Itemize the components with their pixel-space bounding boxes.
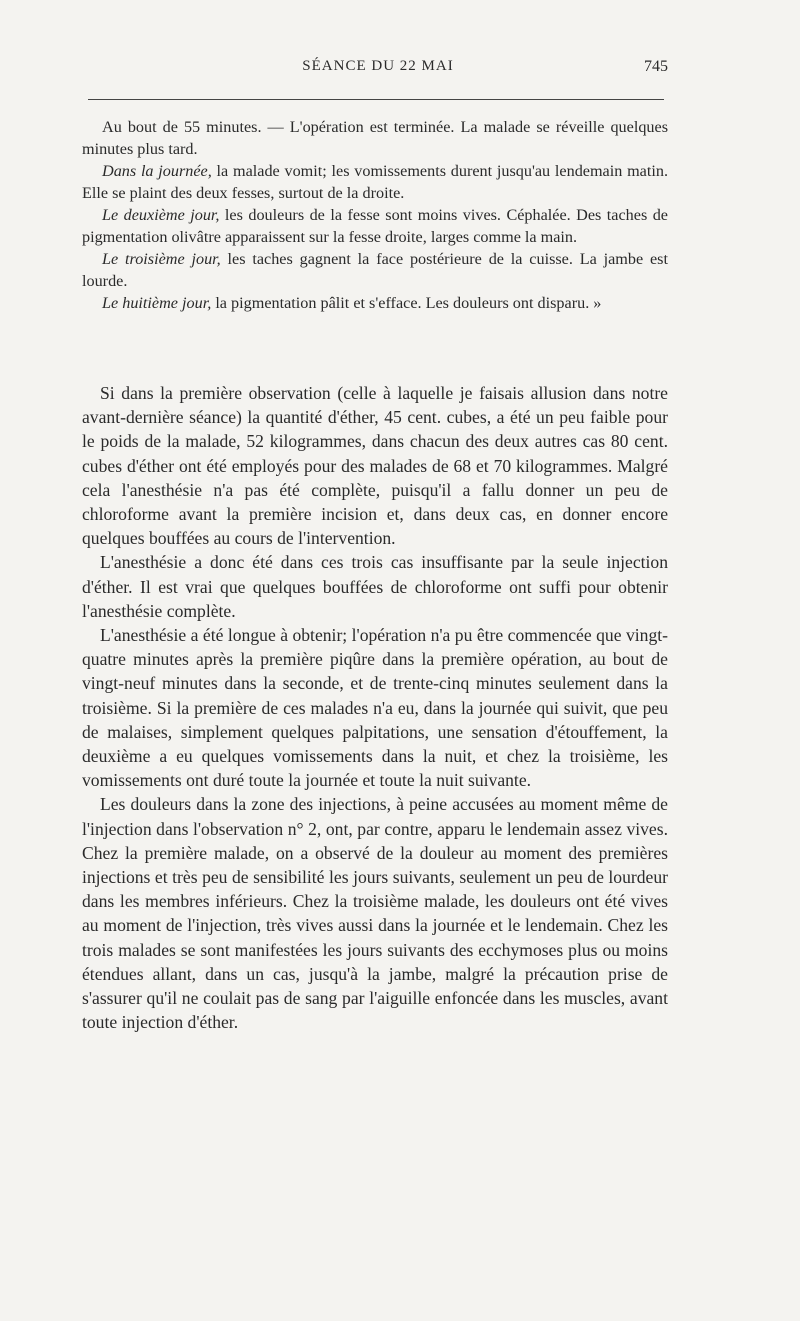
running-title: SÉANCE DU 22 MAI [302,58,454,74]
quote-text: la malade vomit; les vomissements durent jusqu'au lendemain matin. Elle se plaint des deux fesses, surtout de la droite. [82,162,669,202]
quote-paragraph [82,204,668,248]
quote-lead: Le deuxième jour, [102,206,220,224]
quote-lead: Dans la journée, [102,162,212,180]
body-paragraph: Si dans la première observation (celle à laquelle je faisais allusion dans notre avant-dernière séance) la quantité d'éther, 45 cent. cubes, a été un peu faible pour le poids de la malade, 52 kilogrammes, dans chacun des deux autres cas 80 cent. cubes d'éther ont été employés pour des malades de 68 et 70 kilogrammes. Malgré cela l'anesthésie n'a pas été complète, puisqu'il a fallu donner un peu de chloroforme avant la première incision et, dans deux cas, en donner encore quelques bouffées au cours de l'intervention. [82,383,668,549]
quote-paragraph: Au bout de 55 minutes. — L'opération est terminée. La malade se réveille quelques minutes plus tard. [82,118,668,158]
body-paragraph: L'anesthésie a donc été dans ces trois cas insuffisante par la seule injection d'éther. Il est vrai que quelques bouffées de chloroforme ont suffi pour obtenir l'anesthésie complète. [82,552,668,621]
quote-text: la pigmentation pâlit et s'efface. Les douleurs ont disparu. » [211,294,602,312]
quote-text: les taches gagnent la face postérieure de la cuisse. La jambe est lourde. [82,250,668,290]
page-header [88,58,668,88]
quoted-observation [82,116,668,314]
page-number: 745 [644,58,668,75]
quote-text: les douleurs de la fesse sont moins vives. Céphalée. Des taches de pigmentation olivâtre apparaissent sur la fesse droite, larges comme la main. [82,206,668,246]
quote-lead: Le huitième jour, [102,294,212,312]
header-rule [88,99,664,100]
quote-lead: Le troisième jour, [102,250,221,268]
quote-paragraph [82,292,668,314]
body-paragraph: L'anesthésie a été longue à obtenir; l'opération n'a pu être commencée que vingt-quatre minutes après la première piqûre dans la première opération, au bout de vingt-neuf minutes dans la seconde, et de trente-cinq minutes seulement dans la troisième. Si la première de ces malades n'a eu, dans la journée qui suivit, que peu de malaises, simplement quelques palpitations, une sensation d'étouffement, la deuxième a eu quelques vomissements dans la nuit, et chez la troisième, les vomissements ont duré toute la journée et toute la nuit suivante. [82,625,668,791]
body-paragraph: Les douleurs dans la zone des injections, à peine accusées au moment même de l'injection dans l'observation n° 2, ont, par contre, apparu le lendemain assez vives. Chez la première malade, on a observé de la douleur au moment des premières injections et très peu de sensibilité les jours suivants, seulement un peu de lourdeur dans les membres inférieurs. Chez la troisième malade, les douleurs ont été vives au moment de l'injection, très vives aussi dans la journée et le lendemain. Chez les trois malades se sont manifestées les jours suivants des ecchymoses plus ou moins étendues allant, dans un cas, jusqu'à la jambe, malgré la précaution prise de s'assurer qu'il ne coulait pas de sang par l'aiguille enfoncée dans les muscles, avant toute injection d'éther. [82,794,668,1033]
main-text [82,381,668,1034]
quote-paragraph [82,160,668,204]
quote-paragraph [82,248,668,292]
